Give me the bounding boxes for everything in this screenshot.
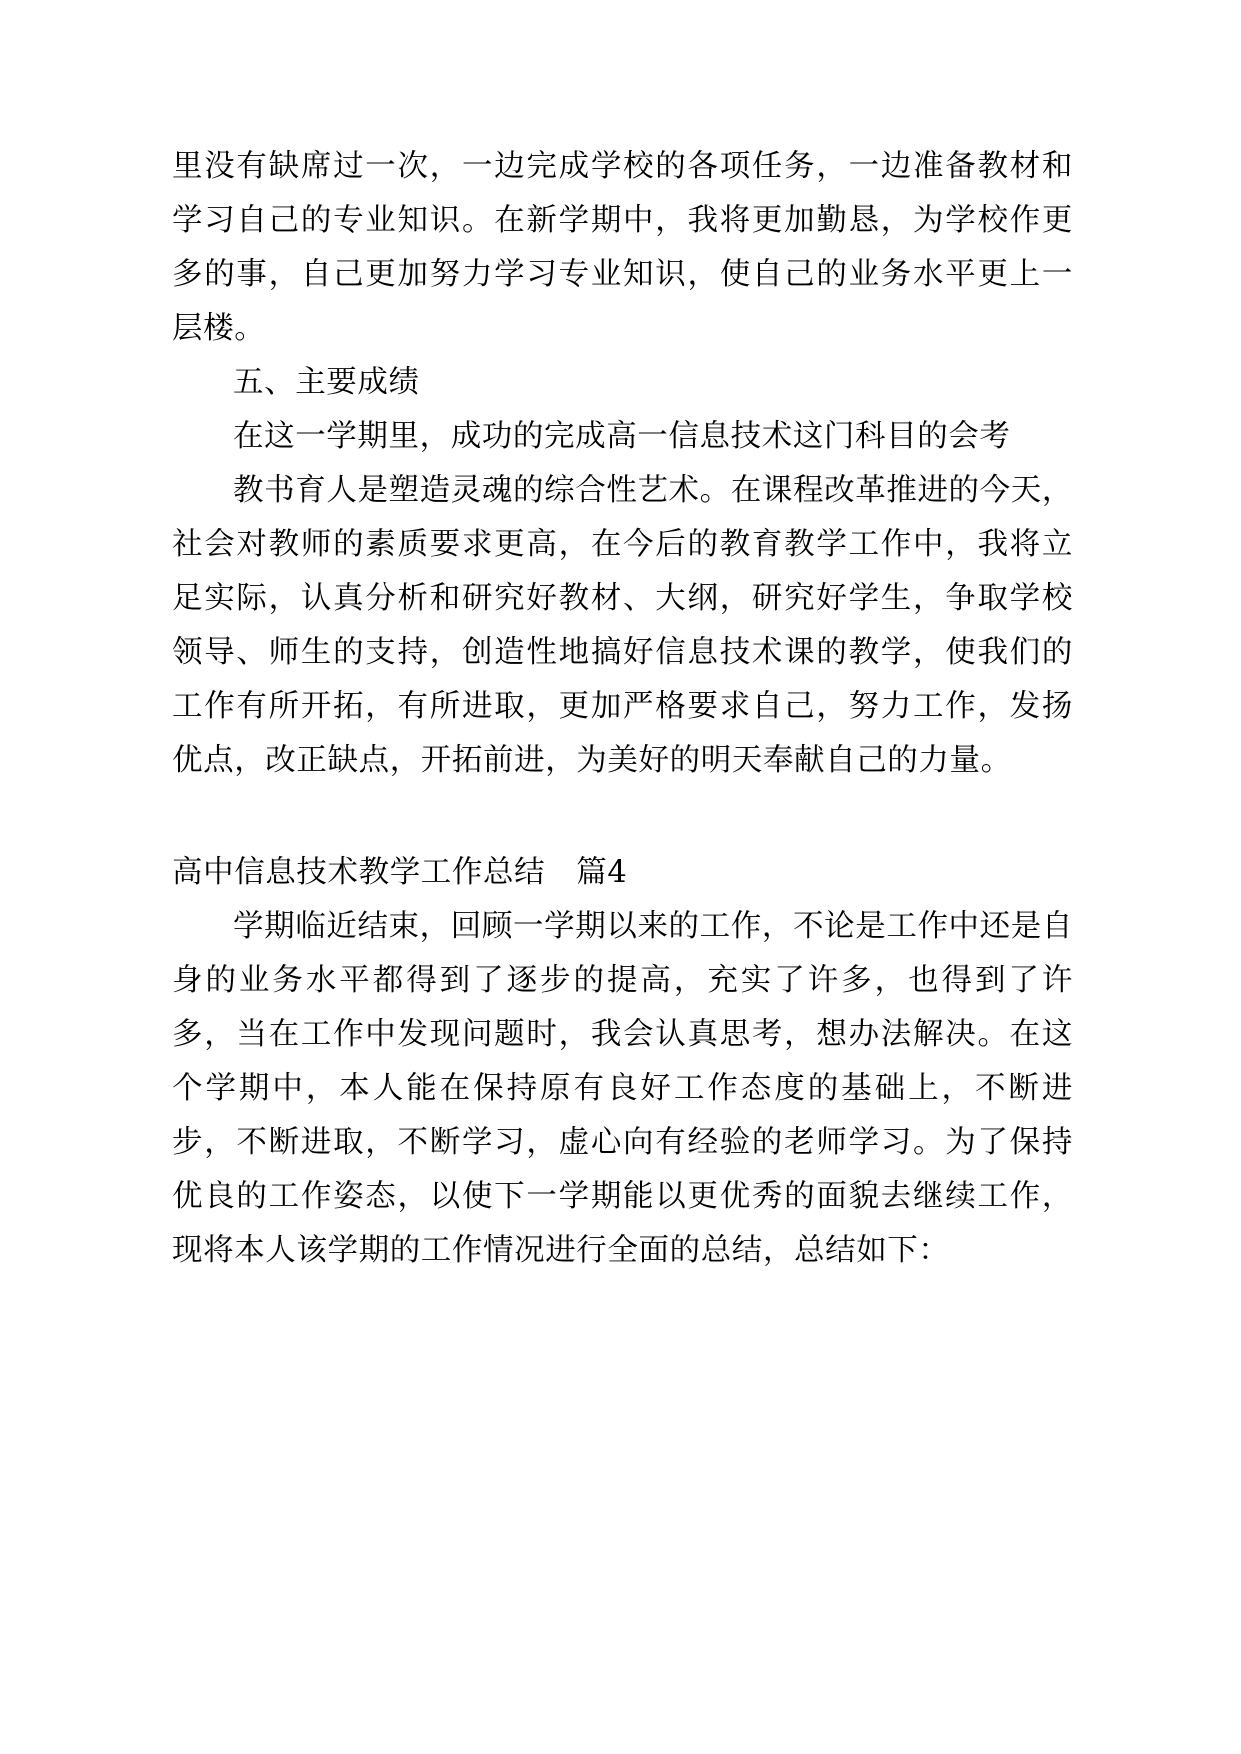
paragraph-piece4-intro: 学期临近结束，回顾一学期以来的工作，不论是工作中还是自身的业务水平都得到了逐步的提高，充实了许多，也得到了许多，当在工作中发现问题时，我会认真思考，想办法解决。在这个学期中，本人能在保持原有良好工作态度的基础上，不断进步，不断进取，不断学习，虚心向有经验的老师学习。为了保持优良的工作姿态，以使下一学期能以更优秀的面貌去继续工作，现将本人该学期的工作情况进行全面的总结，总结如下： — [172, 909, 1073, 1268]
section-spacer — [172, 788, 1073, 846]
paragraph-section-five: 五、主要成绩 — [233, 365, 420, 400]
paragraph-achievements: 在这一学期里，成功的完成高一信息技术这门科目的会考 — [233, 419, 1011, 454]
paragraph-closing: 教书育人是塑造灵魂的综合性艺术。在课程改革推进的今天，社会对教师的素质要求更高，在今后的教育教学工作中，我将立足实际，认真分析和研究好教材、大纲，研究好学生，争取学校领导、师生的支持，创造性地搞好信息技术课的教学，使我们的工作有所开拓，有所进取，更加严格要求自己，努力工作，发扬优点，改正缺点，开拓前进，为美好的明天奉献自己的力量。 — [172, 473, 1073, 778]
paragraph-continued: 里没有缺席过一次，一边完成学校的各项任务，一边准备教材和学习自己的专业知识。在新学期中，我将更加勤恳，为学校作更多的事，自己更加努力学习专业知识，使自己的业务水平更上一层楼。 — [172, 149, 1073, 346]
section-heading: 高中信息技术教学工作总结 篇4 — [172, 855, 628, 890]
document-body — [172, 140, 1073, 1278]
